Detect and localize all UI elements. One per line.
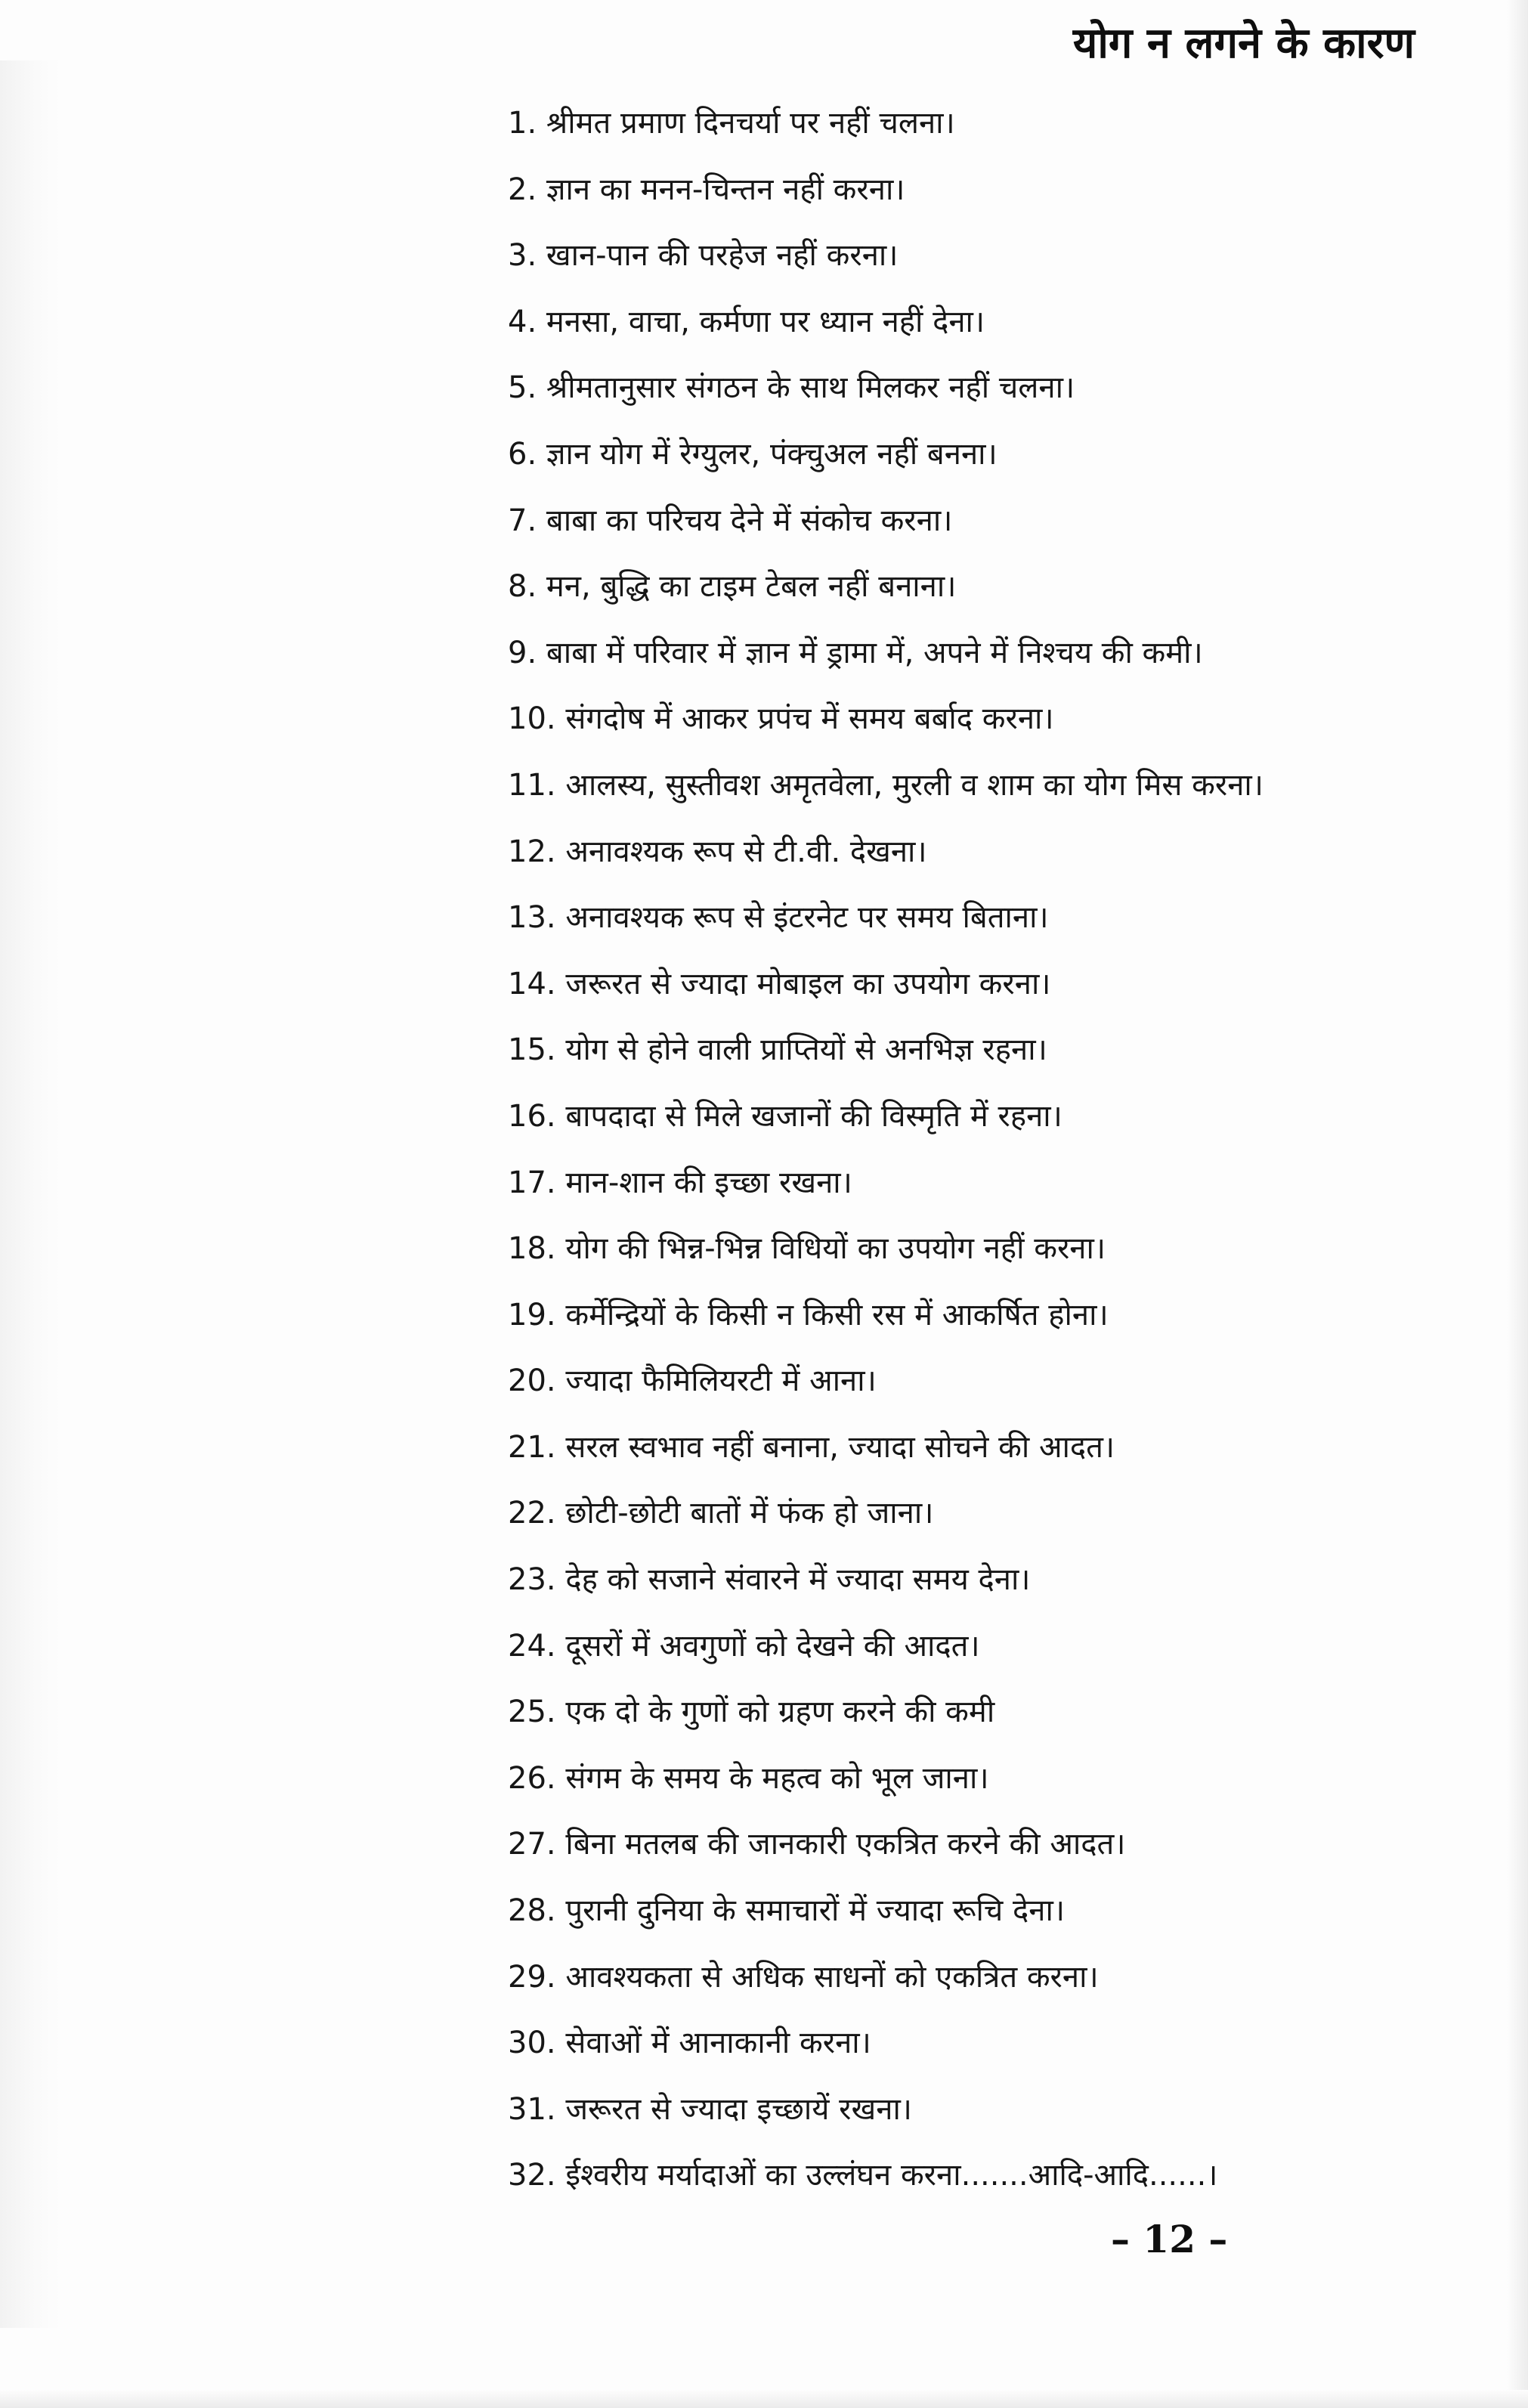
list-item [508, 91, 1513, 157]
item-number: 11. [508, 767, 556, 803]
item-number: 13. [508, 900, 556, 936]
item-number: 5. [508, 370, 537, 406]
item-text: जरूरत से ज्यादा मोबाइल का उपयोग करना। [565, 966, 1051, 1001]
list-item [508, 2143, 1513, 2209]
list-item [508, 1348, 1513, 1415]
item-text: दूसरों में अवगुणों को देखने की आदत। [565, 1628, 980, 1664]
list-item [508, 885, 1513, 952]
item-text: आलस्य, सुस्तीवश अमृतवेला, मुरली व शाम का योग मिस करना। [565, 767, 1264, 803]
item-number: 1. [508, 106, 537, 141]
item-text: एक दो के गुणों को ग्रहण करने की कमी [565, 1695, 995, 1730]
item-text: योग से होने वाली प्राप्तियों से अनभिज्ञ रहना। [565, 1032, 1047, 1068]
item-number: 21. [508, 1429, 556, 1465]
item-number: 15. [508, 1032, 556, 1068]
item-number: 14. [508, 966, 556, 1001]
item-number: 18. [508, 1231, 556, 1267]
item-number: 2. [508, 172, 537, 207]
item-text: संगदोष में आकर प्रपंच में समय बर्बाद करना। [565, 701, 1054, 737]
list-item [508, 422, 1513, 488]
item-text: बाबा में परिवार में ज्ञान में ड्रामा में, अपने में निश्चय की कमी। [546, 635, 1203, 670]
item-number: 31. [508, 2091, 556, 2127]
item-text: बिना मतलब की जानकारी एकत्रित करने की आदत। [565, 1827, 1126, 1862]
list-item [508, 355, 1513, 422]
list-item [508, 1017, 1513, 1084]
list-item [508, 157, 1513, 224]
item-text: ज्ञान योग में रेग्युलर, पंक्चुअल नहीं बनना। [546, 436, 998, 472]
list-item [508, 753, 1513, 819]
item-text: जरूरत से ज्यादा इच्छायें रखना। [565, 2091, 912, 2127]
item-number: 22. [508, 1496, 556, 1531]
item-text: सेवाओं में आनाकानी करना। [565, 2026, 871, 2061]
item-text: मान-शान की इच्छा रखना। [565, 1165, 852, 1200]
item-text: सरल स्वभाव नहीं बनाना, ज्यादा सोचने की आदत। [565, 1429, 1115, 1465]
item-number: 27. [508, 1827, 556, 1862]
item-number: 17. [508, 1165, 556, 1200]
item-number: 6. [508, 436, 537, 472]
item-text: योग की भिन्न-भिन्न विधियों का उपयोग नहीं करना। [565, 1231, 1106, 1267]
page-title: योग न लगने के कारण [1072, 19, 1415, 68]
list-item [508, 289, 1513, 356]
item-text: श्रीमत प्रमाण दिनचर्या पर नहीं चलना। [546, 106, 955, 141]
list-item [508, 1614, 1513, 1680]
page-number: – 12 – [1111, 2217, 1228, 2261]
item-text: छोटी-छोटी बातों में फंक हो जाना। [565, 1496, 934, 1531]
item-text: ईश्वरीय मर्यादाओं का उल्लंघन करना.......आदि-आदि......। [565, 2158, 1218, 2193]
item-text: कर्मेन्द्रियों के किसी न किसी रस में आकर्षित होना। [565, 1297, 1109, 1332]
list-item [508, 2010, 1513, 2077]
list-item [508, 2077, 1513, 2143]
bottom-page-edge [0, 2390, 1528, 2408]
item-number: 7. [508, 503, 537, 538]
list-item [508, 1084, 1513, 1150]
list-item [508, 1746, 1513, 1812]
list-item [508, 1945, 1513, 2011]
item-number: 25. [508, 1695, 556, 1730]
list-item [508, 1283, 1513, 1349]
list-item [508, 1216, 1513, 1283]
item-number: 12. [508, 834, 556, 869]
list-item [508, 1878, 1513, 1945]
item-text: मनसा, वाचा, कर्मणा पर ध्यान नहीं देना। [546, 304, 985, 339]
item-number: 24. [508, 1628, 556, 1664]
reasons-list [508, 91, 1513, 2209]
list-item [508, 1415, 1513, 1481]
item-number: 16. [508, 1098, 556, 1134]
item-number: 20. [508, 1363, 556, 1399]
list-item [508, 952, 1513, 1018]
item-text: पुरानी दुनिया के समाचारों में ज्यादा रूचि देना। [565, 1893, 1065, 1929]
list-item [508, 554, 1513, 621]
item-number: 32. [508, 2158, 556, 2193]
left-page-edge [0, 60, 60, 2328]
list-item [508, 819, 1513, 886]
item-text: बाबा का परिचय देने में संकोच करना। [546, 503, 953, 538]
list-item [508, 686, 1513, 753]
item-number: 8. [508, 569, 537, 605]
item-number: 9. [508, 635, 537, 670]
list-item [508, 1150, 1513, 1217]
item-text: देह को सजाने संवारने में ज्यादा समय देना। [565, 1562, 1031, 1598]
item-text: ज्ञान का मनन-चिन्तन नहीं करना। [546, 172, 905, 207]
item-text: आवश्यकता से अधिक साधनों को एकत्रित करना। [565, 1959, 1099, 1995]
item-text: बापदादा से मिले खजानों की विस्मृति में रहना। [565, 1098, 1062, 1134]
list-item [508, 1679, 1513, 1746]
item-number: 28. [508, 1893, 556, 1929]
list-item [508, 223, 1513, 289]
item-text: ज्यादा फैमिलियरटी में आना। [565, 1363, 877, 1399]
item-text: संगम के समय के महत्व को भूल जाना। [565, 1760, 989, 1796]
list-item [508, 1812, 1513, 1878]
list-item [508, 1547, 1513, 1614]
item-text: मन, बुद्धि का टाइम टेबल नहीं बनाना। [546, 569, 957, 605]
item-text: श्रीमतानुसार संगठन के साथ मिलकर नहीं चलना। [546, 370, 1075, 406]
item-number: 4. [508, 304, 537, 339]
list-item [508, 621, 1513, 687]
item-number: 10. [508, 701, 556, 737]
item-number: 26. [508, 1760, 556, 1796]
list-item [508, 488, 1513, 555]
item-text: खान-पान की परहेज नहीं करना। [546, 238, 899, 274]
item-text: अनावश्यक रूप से इंटरनेट पर समय बिताना। [565, 900, 1049, 936]
item-text: अनावश्यक रूप से टी.वी. देखना। [565, 834, 927, 869]
item-number: 29. [508, 1959, 556, 1995]
item-number: 3. [508, 238, 537, 274]
item-number: 19. [508, 1297, 556, 1332]
item-number: 30. [508, 2026, 556, 2061]
list-item [508, 1481, 1513, 1547]
item-number: 23. [508, 1562, 556, 1598]
